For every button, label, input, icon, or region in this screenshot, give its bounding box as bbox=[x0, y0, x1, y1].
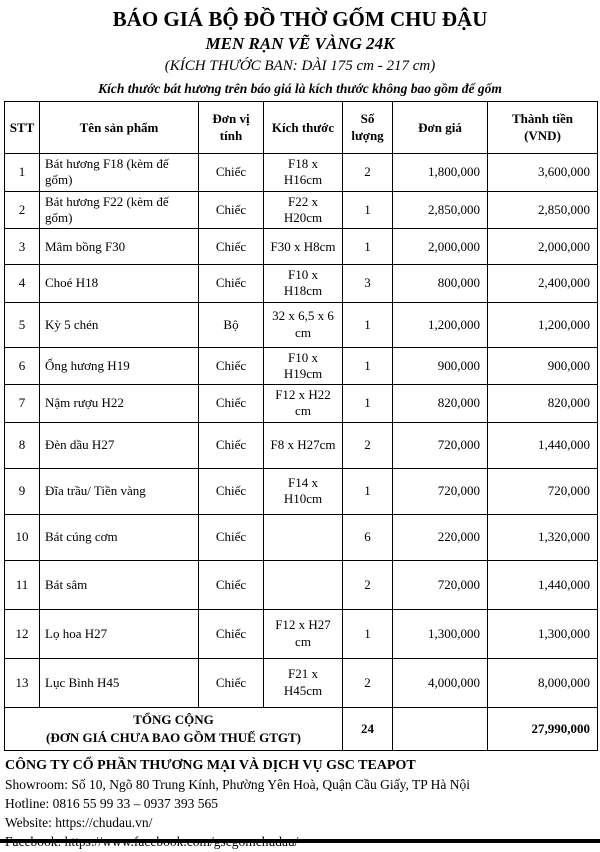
cell-stt: 10 bbox=[5, 514, 40, 560]
cell-unit-price: 2,000,000 bbox=[393, 229, 488, 265]
cell-amount: 8,000,000 bbox=[488, 658, 598, 707]
cell-amount: 720,000 bbox=[488, 468, 598, 514]
total-unit-price-empty bbox=[393, 707, 488, 750]
cell-size: F10 x H18cm bbox=[264, 265, 343, 303]
cell-product-name: Choé H18 bbox=[40, 265, 199, 303]
cell-quantity: 1 bbox=[343, 347, 393, 385]
cell-size: 32 x 6,5 x 6 cm bbox=[264, 302, 343, 347]
cell-amount: 820,000 bbox=[488, 385, 598, 423]
cell-size: F18 x H16cm bbox=[264, 154, 343, 192]
cell-quantity: 1 bbox=[343, 302, 393, 347]
total-label-line1: TỔNG CỘNG bbox=[133, 712, 214, 728]
cell-amount: 1,300,000 bbox=[488, 609, 598, 658]
cell-product-name: Bát cúng cơm bbox=[40, 514, 199, 560]
table-body bbox=[5, 154, 598, 708]
total-quantity: 24 bbox=[343, 707, 393, 750]
cell-unit-price: 720,000 bbox=[393, 560, 488, 609]
cell-stt: 4 bbox=[5, 265, 40, 303]
cell-unit-price: 720,000 bbox=[393, 468, 488, 514]
column-header: Thành tiền (VND) bbox=[488, 102, 598, 154]
cell-product-name: Bát hương F18 (kèm đế gốm) bbox=[40, 154, 199, 192]
cell-product-name: Lọ hoa H27 bbox=[40, 609, 199, 658]
cell-unit: Chiếc bbox=[199, 514, 264, 560]
cell-unit: Chiếc bbox=[199, 468, 264, 514]
cell-unit-price: 820,000 bbox=[393, 385, 488, 423]
bottom-rule bbox=[0, 839, 600, 843]
cell-quantity: 2 bbox=[343, 422, 393, 468]
cell-stt: 3 bbox=[5, 229, 40, 265]
total-label bbox=[5, 707, 343, 750]
cell-amount: 1,320,000 bbox=[488, 514, 598, 560]
page-subtitle: MEN RẠN VẼ VÀNG 24K bbox=[205, 34, 395, 54]
document-footer bbox=[5, 756, 600, 852]
cell-unit: Chiếc bbox=[199, 385, 264, 423]
company-name: CÔNG TY CỔ PHẦN THƯƠNG MẠI VÀ DỊCH VỤ GSC TEAPOT bbox=[5, 757, 416, 773]
cell-size: F8 x H27cm bbox=[264, 422, 343, 468]
cell-quantity: 6 bbox=[343, 514, 393, 560]
column-header: STT bbox=[5, 102, 40, 154]
table-row bbox=[5, 609, 598, 658]
page-title: BÁO GIÁ BỘ ĐỒ THỜ GỐM CHU ĐẬU bbox=[112, 7, 488, 31]
cell-unit: Chiếc bbox=[199, 154, 264, 192]
cell-amount: 1,440,000 bbox=[488, 422, 598, 468]
cell-unit-price: 1,200,000 bbox=[393, 302, 488, 347]
cell-unit: Chiếc bbox=[199, 422, 264, 468]
cell-unit: Chiếc bbox=[199, 191, 264, 229]
table-row bbox=[5, 154, 598, 192]
table-row bbox=[5, 422, 598, 468]
cell-product-name: Bát hương F22 (kèm đế gốm) bbox=[40, 191, 199, 229]
cell-amount: 2,000,000 bbox=[488, 229, 598, 265]
cell-amount: 1,200,000 bbox=[488, 302, 598, 347]
cell-quantity: 1 bbox=[343, 609, 393, 658]
cell-unit-price: 800,000 bbox=[393, 265, 488, 303]
cell-size: F12 x H22 cm bbox=[264, 385, 343, 423]
cell-quantity: 2 bbox=[343, 658, 393, 707]
table-total-section bbox=[5, 707, 598, 750]
cell-quantity: 2 bbox=[343, 560, 393, 609]
cell-amount: 900,000 bbox=[488, 347, 598, 385]
cell-quantity: 1 bbox=[343, 385, 393, 423]
cell-size: F10 x H19cm bbox=[264, 347, 343, 385]
column-header: Số lượng bbox=[343, 102, 393, 154]
cell-stt: 13 bbox=[5, 658, 40, 707]
cell-product-name: Nậm rượu H22 bbox=[40, 385, 199, 423]
cell-product-name: Lục Bình H45 bbox=[40, 658, 199, 707]
total-row bbox=[5, 707, 598, 750]
cell-quantity: 1 bbox=[343, 191, 393, 229]
cell-product-name: Kỳ 5 chén bbox=[40, 302, 199, 347]
cell-amount: 1,440,000 bbox=[488, 560, 598, 609]
table-row bbox=[5, 229, 598, 265]
cell-stt: 12 bbox=[5, 609, 40, 658]
cell-amount: 3,600,000 bbox=[488, 154, 598, 192]
cell-unit-price: 220,000 bbox=[393, 514, 488, 560]
cell-amount: 2,850,000 bbox=[488, 191, 598, 229]
cell-unit: Chiếc bbox=[199, 658, 264, 707]
cell-stt: 7 bbox=[5, 385, 40, 423]
cell-amount: 2,400,000 bbox=[488, 265, 598, 303]
cell-stt: 2 bbox=[5, 191, 40, 229]
footer-line-hotline: Hotline: 0816 55 99 33 – 0937 393 565 bbox=[5, 795, 218, 811]
cell-unit: Chiếc bbox=[199, 560, 264, 609]
cell-unit-price: 900,000 bbox=[393, 347, 488, 385]
document-header bbox=[0, 0, 600, 97]
cell-product-name: Đĩa trầu/ Tiền vàng bbox=[40, 468, 199, 514]
cell-stt: 8 bbox=[5, 422, 40, 468]
table-row bbox=[5, 347, 598, 385]
price-table bbox=[4, 101, 598, 751]
cell-stt: 11 bbox=[5, 560, 40, 609]
cell-size bbox=[264, 514, 343, 560]
cell-unit-price: 1,800,000 bbox=[393, 154, 488, 192]
cell-size: F12 x H27 cm bbox=[264, 609, 343, 658]
cell-unit-price: 1,300,000 bbox=[393, 609, 488, 658]
cell-unit: Bộ bbox=[199, 302, 264, 347]
cell-quantity: 3 bbox=[343, 265, 393, 303]
cell-stt: 1 bbox=[5, 154, 40, 192]
cell-quantity: 1 bbox=[343, 229, 393, 265]
table-header-row bbox=[5, 102, 598, 154]
cell-stt: 6 bbox=[5, 347, 40, 385]
cell-quantity: 2 bbox=[343, 154, 393, 192]
table-row bbox=[5, 658, 598, 707]
cell-unit: Chiếc bbox=[199, 265, 264, 303]
cell-product-name: Mâm bồng F30 bbox=[40, 229, 199, 265]
cell-size: F22 x H20cm bbox=[264, 191, 343, 229]
cell-product-name: Ống hương H19 bbox=[40, 347, 199, 385]
cell-stt: 9 bbox=[5, 468, 40, 514]
cell-unit-price: 720,000 bbox=[393, 422, 488, 468]
footer-line-showroom: Showroom: Số 10, Ngõ 80 Trung Kính, Phường Yên Hoà, Quận Cầu Giấy, TP Hà Nội bbox=[5, 776, 470, 792]
footer-line-website: Website: https://chudau.vn/ bbox=[5, 814, 153, 830]
column-header: Đơn giá bbox=[393, 102, 488, 154]
cell-size: F21 x H45cm bbox=[264, 658, 343, 707]
column-header: Đơn vị tính bbox=[199, 102, 264, 154]
table-row bbox=[5, 468, 598, 514]
cell-product-name: Đèn dầu H27 bbox=[40, 422, 199, 468]
cell-unit: Chiếc bbox=[199, 347, 264, 385]
cell-product-name: Bát sâm bbox=[40, 560, 199, 609]
cell-quantity: 1 bbox=[343, 468, 393, 514]
cell-unit-price: 4,000,000 bbox=[393, 658, 488, 707]
cell-stt: 5 bbox=[5, 302, 40, 347]
table-row bbox=[5, 385, 598, 423]
cell-unit-price: 2,850,000 bbox=[393, 191, 488, 229]
table-header bbox=[5, 102, 598, 154]
table-row bbox=[5, 560, 598, 609]
cell-size: F30 x H8cm bbox=[264, 229, 343, 265]
total-amount: 27,990,000 bbox=[488, 707, 598, 750]
size-note: (KÍCH THƯỚC BAN: DÀI 175 cm - 217 cm) bbox=[164, 58, 436, 75]
cell-size: F14 x H10cm bbox=[264, 468, 343, 514]
column-header: Tên sản phẩm bbox=[40, 102, 199, 154]
table-row bbox=[5, 514, 598, 560]
table-row bbox=[5, 265, 598, 303]
column-header: Kích thước bbox=[264, 102, 343, 154]
table-row bbox=[5, 191, 598, 229]
total-label-line2: (ĐƠN GIÁ CHƯA BAO GỒM THUẾ GTGT) bbox=[46, 729, 301, 745]
cell-size bbox=[264, 560, 343, 609]
cell-unit: Chiếc bbox=[199, 229, 264, 265]
table-row bbox=[5, 302, 598, 347]
disclaimer-note: Kích thước bát hương trên báo giá là kích thước không bao gồm đế gốm bbox=[98, 80, 502, 96]
cell-unit: Chiếc bbox=[199, 609, 264, 658]
